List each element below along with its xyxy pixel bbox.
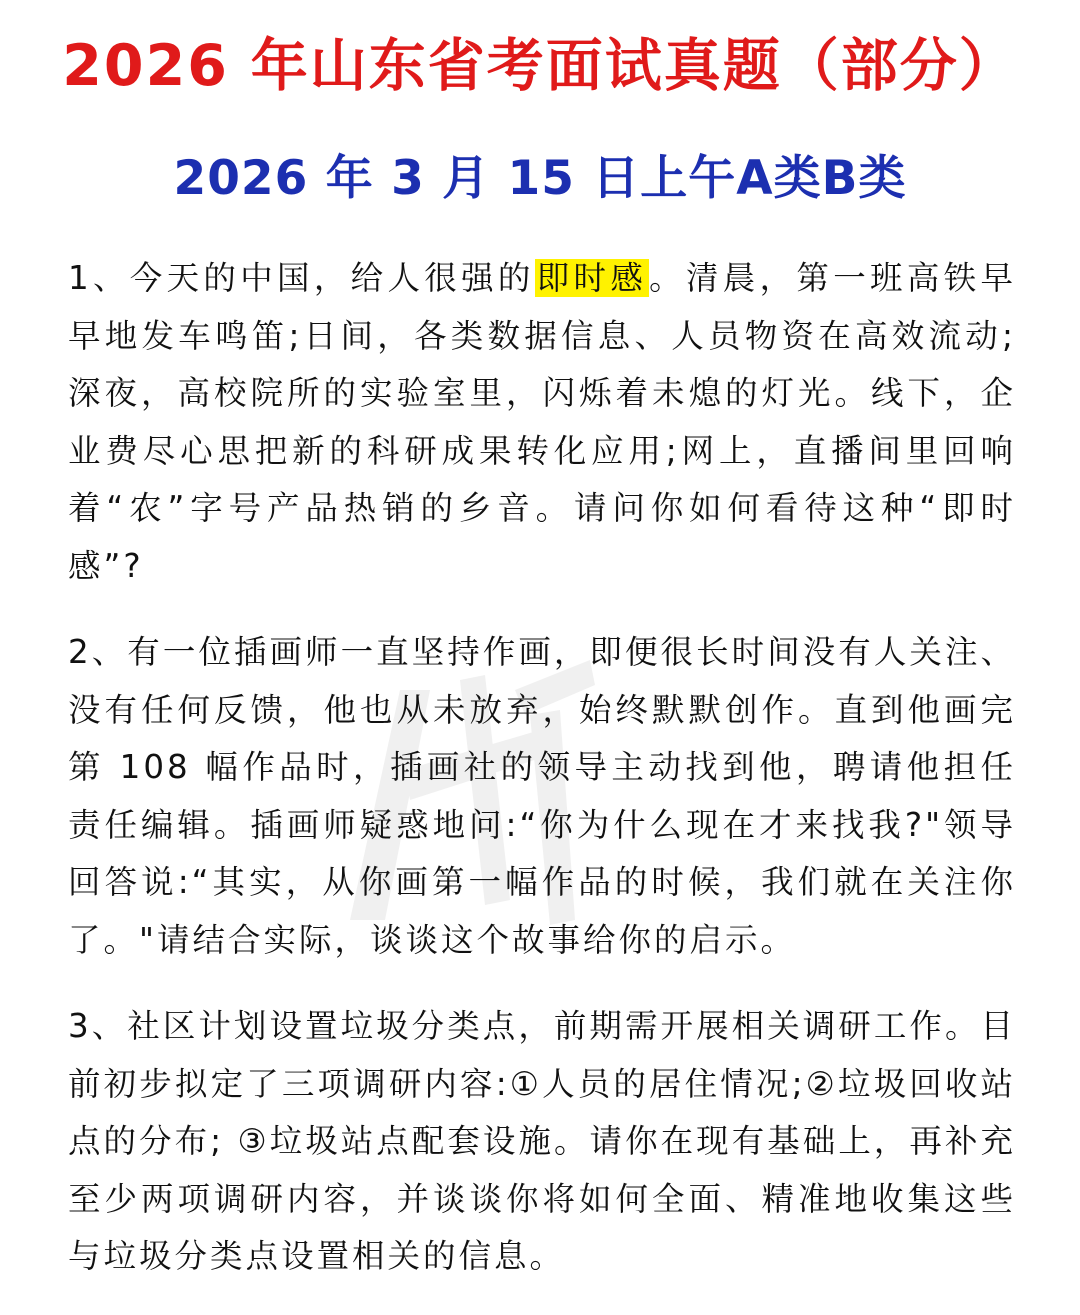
question-1-text-start: 1、今天的中国，给人很强的: [68, 259, 535, 297]
question-1-text-end: 。清晨，第一班高铁早早地发车鸣笛;日间，各类数据信息、人员物资在高效流动;深夜，高校院所的实验室里，闪烁着未熄的灯光。线下，企业费尽心思把新的科研成果转化应用;网上，直播间里回响着“农”字号产品热销的乡音。请问你如何看待这种“即时感”?: [68, 259, 1016, 585]
exam-date-subtitle: 2026 年 3 月 15 日上午A类B类: [173, 151, 907, 206]
question-1: [68, 250, 1016, 595]
question-list: [68, 250, 1016, 1315]
highlighted-keyword: 即时感: [536, 259, 648, 297]
question-2: 2、有一位插画师一直坚持作画，即便很长时间没有人关注、没有任何反馈，他也从未放弃，始终默默创作。直到他画完第 108 幅作品时，插画社的领导主动找到他，聘请他担任责任编辑。插画师疑惑地问:“你为什么现在才来找我?"领导回答说:“其实，从你画第一幅作品的时候，我们就在关注你了。"请结合实际，谈谈这个故事给你的启示。: [68, 633, 1016, 959]
page-title: 2026 年山东省考面试真题（部分）: [62, 33, 1018, 99]
question-3: 3、社区计划设置垃圾分类点，前期需开展相关调研工作。目前初步拟定了三项调研内容:①人员的居住情况;②垃圾回收站点的分布; ③垃圾站点配套设施。请你在现有基础上，再补充至少两项调研内容，并谈谈你将如何全面、精准地收集这些与垃圾分类点设置相关的信息。: [68, 1007, 1016, 1275]
